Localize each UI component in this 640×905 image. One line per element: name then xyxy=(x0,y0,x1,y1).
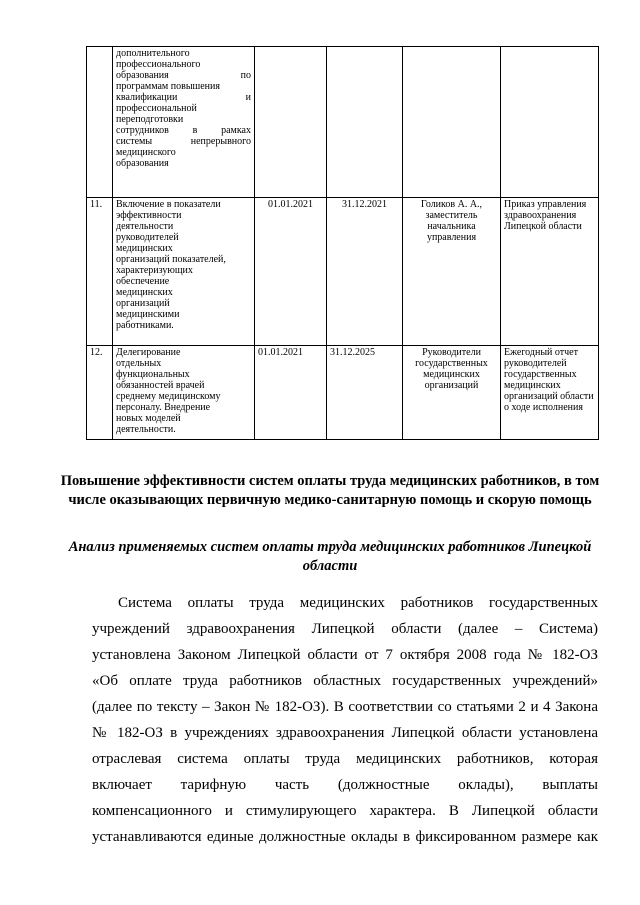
paragraph-line xyxy=(92,720,598,746)
description-line: руководителей xyxy=(116,232,179,243)
paragraph-line-text: № 182-ОЗ в учреждениях здравоохранения Липецкой области установлена xyxy=(92,725,598,741)
row-number-cell: 12. xyxy=(87,346,113,440)
paragraph-line xyxy=(92,642,598,668)
paragraph-line xyxy=(92,746,598,772)
paragraph-line-text: устанавливаются единые должностные оклады в фиксированном размере как xyxy=(92,829,598,845)
paragraph-line-text: «Об оплате труда работников областных государственных учреждений» xyxy=(92,673,598,689)
end-date-cell xyxy=(327,47,403,198)
description-line: характеризующих xyxy=(116,265,193,276)
responsible-cell: Руководители государственных медицинских организаций xyxy=(403,346,501,440)
section-heading: Повышение эффективности систем оплаты труда медицинских работников, в том числе оказывающих первичную медико-санитарную помощь и скорую помощь xyxy=(60,473,600,508)
description-line: деятельности xyxy=(116,221,174,232)
description-line: сотрудников в рамках xyxy=(116,125,251,136)
paragraph-line-text: установлена Законом Липецкой области от 7 октября 2008 года № 182-ОЗ xyxy=(92,647,598,663)
description-line: образования по xyxy=(116,70,251,81)
end-date-cell: 31.12.2025 xyxy=(327,346,403,440)
subsection-heading: Анализ применяемых систем оплаты труда медицинских работников Липецкой области xyxy=(68,539,592,574)
description-line: обеспечение xyxy=(116,276,170,287)
description-line: Делегирование xyxy=(116,347,181,358)
paragraph-line xyxy=(92,590,598,616)
end-date-cell: 31.12.2021 xyxy=(327,198,403,346)
body-paragraph xyxy=(92,590,598,850)
responsible-cell: Голиков А. А., заместитель начальника управления xyxy=(403,198,501,346)
paragraph-line-text: включает тарифную часть (должностные оклады), выплаты xyxy=(92,777,598,793)
measure-description-cell xyxy=(113,198,255,346)
paragraph-line-text: (далее по тексту – Закон № 182-ОЗ). В соответствии со статьями 2 и 4 Закона xyxy=(92,699,598,715)
table-row xyxy=(87,47,599,198)
description-line: медицинских xyxy=(116,243,173,254)
paragraph-line-text: компенсационного и стимулирующего характера. В Липецкой области xyxy=(92,803,598,819)
row-number-cell: 11. xyxy=(87,198,113,346)
paragraph-line xyxy=(92,824,598,850)
description-line: медицинскими xyxy=(116,309,180,320)
description-line: образования xyxy=(116,158,169,169)
description-line: эффективности xyxy=(116,210,182,221)
description-line: программам повышения xyxy=(116,81,220,92)
description-line: среднему медицинскому xyxy=(116,391,221,402)
description-line: обязанностей врачей xyxy=(116,380,205,391)
description-line: отдельных xyxy=(116,358,162,369)
measure-description-cell xyxy=(113,47,255,198)
description-line: квалификации и xyxy=(116,92,251,103)
paragraph-line xyxy=(92,772,598,798)
start-date-cell: 01.01.2021 xyxy=(255,198,327,346)
description-line: организаций показателей, xyxy=(116,254,226,265)
table-row xyxy=(87,198,599,346)
paragraph-line-text: отраслевая система оплаты труда медицинских работников, которая xyxy=(92,751,598,767)
measure-description-cell xyxy=(113,346,255,440)
description-line: функциональных xyxy=(116,369,190,380)
paragraph-line xyxy=(92,668,598,694)
start-date-cell xyxy=(255,47,327,198)
row-number-cell xyxy=(87,47,113,198)
paragraph-line xyxy=(92,694,598,720)
description-line: дополнительного xyxy=(116,48,190,59)
description-line: деятельности. xyxy=(116,424,176,435)
description-line: профессиональной xyxy=(116,103,197,114)
description-line: медицинских xyxy=(116,287,173,298)
description-line: профессионального xyxy=(116,59,201,70)
description-line: системы непрерывного xyxy=(116,136,251,147)
paragraph-line xyxy=(92,616,598,642)
description-line: Включение в показатели xyxy=(116,199,221,210)
start-date-cell: 01.01.2021 xyxy=(255,346,327,440)
responsible-cell xyxy=(403,47,501,198)
paragraph-line-text: учреждений здравоохранения Липецкой области (далее – Система) xyxy=(92,621,598,637)
result-cell: Ежегодный отчет руководителей государственных медицинских организаций области о ходе исполнения xyxy=(501,346,599,440)
paragraph-line-text: Система оплаты труда медицинских работников государственных xyxy=(118,595,598,611)
description-line: новых моделей xyxy=(116,413,181,424)
result-cell: Приказ управления здравоохранения Липецкой области xyxy=(501,198,599,346)
description-line: переподготовки xyxy=(116,114,184,125)
result-cell xyxy=(501,47,599,198)
description-line: медицинского xyxy=(116,147,176,158)
description-line: персоналу. Внедрение xyxy=(116,402,211,413)
measures-table xyxy=(86,46,599,440)
paragraph-line xyxy=(92,798,598,824)
description-line: работниками. xyxy=(116,320,174,331)
table-row xyxy=(87,346,599,440)
description-line: организаций xyxy=(116,298,170,309)
